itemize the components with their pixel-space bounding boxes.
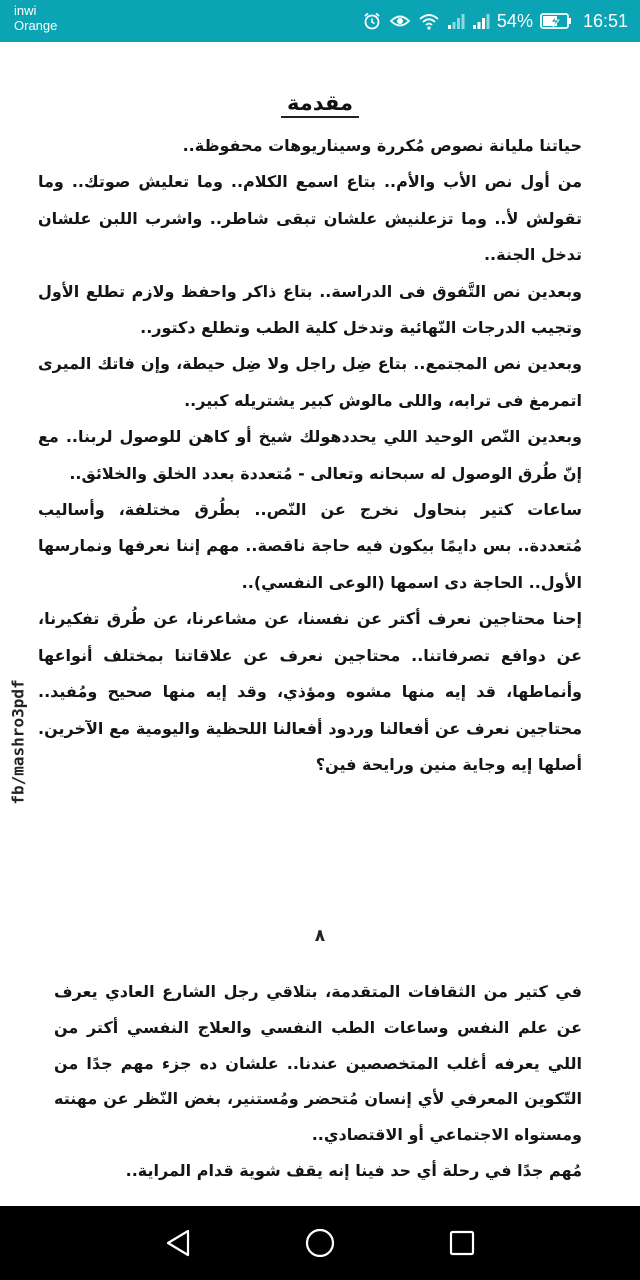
carrier-name-primary: inwi xyxy=(14,3,37,18)
battery-percent: 54% xyxy=(496,10,533,31)
page-title xyxy=(0,88,640,118)
clock: 16:51 xyxy=(582,10,628,31)
paragraph: إحنا محتاجين نعرف أكتر عن نفسنا، عن مشاعرنا، عن طُرق تفكيرنا، عن دوافع تصرفاتنا.. محتاجين نعرف عن علاقاتنا بمختلف أنواعها وأنماطها، قد إيه منها مشوه ومؤذي، وقد إيه منها صحيح ومُفيد.. محتاجين نعرف عن أفعالنا وردود أفعالنا اللحظية واليومية مع الآخرين. أصلها إيه وجاية منين ورايحة فين؟ xyxy=(38,609,582,774)
paragraph: ساعات كتير بنحاول نخرج عن النّص.. بطُرق مختلفة، وأساليب مُتعددة.. بس دايمًا بيكون فيه حاجة ناقصة.. مهم إننا نعرفها ونمارسها الأول.. الحاجة دى اسمها (الوعى النفسي).. xyxy=(38,500,582,592)
home-button[interactable] xyxy=(300,1226,340,1260)
wifi-icon xyxy=(418,11,440,31)
back-button[interactable] xyxy=(158,1226,198,1260)
carrier-info xyxy=(14,3,57,33)
watermark xyxy=(3,622,33,862)
text-block-bottom xyxy=(54,974,582,1189)
watermark-text: fb/mashro3pdf xyxy=(8,679,28,805)
book-page[interactable] xyxy=(0,42,640,1206)
paragraph: وبعدين نص التَّفوق فى الدراسة.. بتاع ذاكر واحفظ ولازم تطلع الأول وتجيب الدرجات النّهائية وتدخل كلية الطب وتطلع دكتور.. xyxy=(38,281,582,338)
page-number: ٨ xyxy=(314,926,326,946)
status-bar xyxy=(0,0,640,42)
paragraph: في كتير من الثقافات المتقدمة، بتلاقي رجل الشارع العادي يعرف عن علم النفس وساعات الطب النفسي والعلاج النفسي أكتر من اللي يعرفه أغلب المتخصصين عندنا.. علشان ده جزء مهم جدًا من التّكوين المعرفي لأي إنسان مُتحضر ومُستنير، بغض النّظر عن مهنته ومستواه الاجتماعي أو الاقتصادي.. xyxy=(54,982,582,1145)
navigation-bar xyxy=(0,1206,640,1280)
carrier-name-secondary: Orange xyxy=(14,18,58,33)
recent-apps-icon xyxy=(448,1229,476,1257)
eye-icon xyxy=(389,11,411,31)
paragraph: وبعدين نص المجتمع.. بتاع ضِل راجل ولا ضِل حيطة، وإن فاتك الميرى اتمرمغ فى ترابه، واللى مالوش كبير يشتريله كبير.. xyxy=(38,354,582,410)
paragraph: حياتنا مليانة نصوص مُكررة وسيناريوهات محفوظة.. xyxy=(182,136,582,155)
page-title-text: مقدمة xyxy=(281,91,359,118)
paragraph: وبعدين النّص الوحيد اللي يحددهولك شيخ أو كاهن للوصول لربنا.. مع إنّ طُرق الوصول له سبحانه وتعالى - مُتعددة بعدد الخلق والخلائق.. xyxy=(38,427,582,483)
signal-icon xyxy=(472,12,490,30)
battery-icon xyxy=(540,12,572,30)
recent-apps-button[interactable] xyxy=(442,1226,482,1260)
paragraph: من أول نص الأب والأم.. بتاع اسمع الكلام.. وما تعليش صوتك.. وما تقولش لأ.. وما تزعلنيش علشان تبقى شاطر.. واشرب اللبن علشان تدخل الجنة.. xyxy=(38,172,582,265)
status-icons xyxy=(362,0,628,42)
text-block-top xyxy=(38,128,582,783)
alarm-icon xyxy=(362,11,382,31)
back-icon xyxy=(164,1228,192,1258)
signal-icon xyxy=(447,12,465,30)
paragraph: مُهم جدًا في رحلة أي حد فينا إنه يقف شوية قدام المراية.. xyxy=(125,1160,582,1180)
home-icon xyxy=(304,1227,336,1259)
